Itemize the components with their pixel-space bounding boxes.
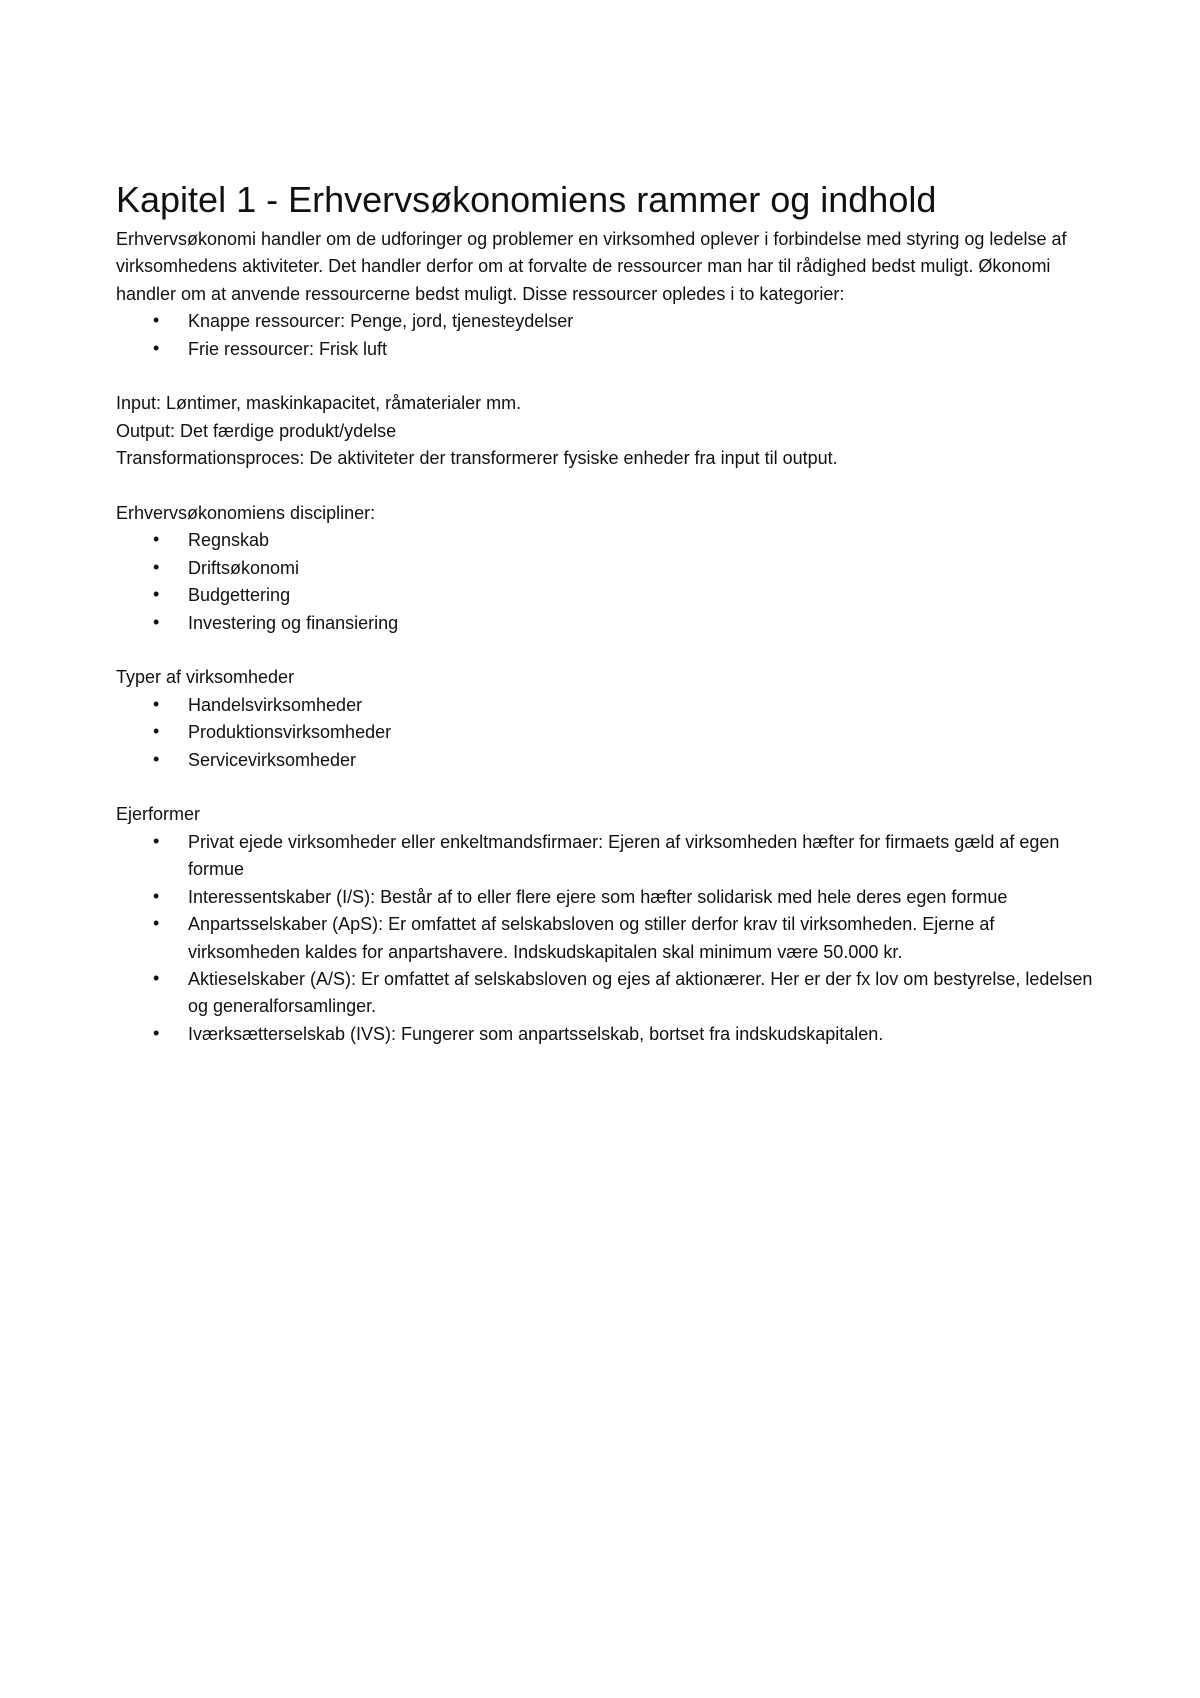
ownership-heading: Ejerformer <box>116 804 201 825</box>
output-line: Output: Det færdige produkt/ydelse <box>116 420 397 441</box>
disciplines-list <box>116 527 1096 637</box>
document-body <box>116 178 1096 1048</box>
list-item: • Servicevirksomheder <box>153 748 357 770</box>
bullet-icon: • <box>153 830 160 851</box>
bullet-icon: • <box>153 748 160 769</box>
ownership-list <box>116 829 1096 1048</box>
bullet-icon: • <box>153 721 160 742</box>
list-item: • Privat ejede virksomheder eller enkeltmandsfirmaer: Ejeren af virksomheden hæfter for firmaets gæld af egen formue <box>153 830 1060 880</box>
transformation-line: Transformationsproces: De aktiviteter der transformerer fysiske enheder fra input til output. <box>116 448 838 469</box>
bullet-icon: • <box>153 1022 160 1043</box>
bullet-icon: • <box>153 913 160 934</box>
disciplines-heading: Erhvervsøkonomiens discipliner: <box>116 503 376 524</box>
bullet-icon: • <box>153 584 160 605</box>
spacer <box>116 363 1096 390</box>
bullet-icon: • <box>153 337 160 358</box>
list-item: • Handelsvirksomheder <box>153 693 363 715</box>
list-item: • Investering og finansiering <box>153 611 399 633</box>
list-item: • Aktieselskaber (A/S): Er omfattet af selskabsloven og ejes af aktionærer. Her er der fx lov om bestyrelse, ledelsen og generalforsamlinger. <box>153 967 1093 1017</box>
list-item: • Regnskab <box>153 529 270 551</box>
types-list <box>116 692 1096 774</box>
bullet-icon: • <box>153 693 160 714</box>
bullet-icon: • <box>153 529 160 550</box>
list-item: • Driftsøkonomi <box>153 556 300 578</box>
intro-paragraph: Erhvervsøkonomi handler om de udforinger og problemer en virksomhed oplever i forbindelse med styring og ledelse af virksomhedens aktiviteter. Det handler derfor om at forvalte de ressourcer man har til rådighed bedst muligt. Økonomi handler om at anvende ressourcerne bedst muligt. Disse ressourcer opledes i to kategorier: <box>116 229 1067 304</box>
list-item: • Budgettering <box>153 584 291 606</box>
list-item: • Knappe ressourcer: Penge, jord, tjenesteydelser <box>153 310 574 332</box>
types-heading: Typer af virksomheder <box>116 667 295 688</box>
list-item: • Anpartsselskaber (ApS): Er omfattet af selskabsloven og stiller derfor krav til virksomheden. Ejerne af virksomheden kaldes for anpartshavere. Indskudskapitalen skal minimum være 50.000 kr. <box>153 913 995 962</box>
spacer <box>116 637 1096 664</box>
bullet-icon: • <box>153 611 160 632</box>
resource-list <box>116 308 1096 363</box>
bullet-icon: • <box>153 310 160 331</box>
list-item: • Frie ressourcer: Frisk luft <box>153 337 388 359</box>
spacer <box>116 473 1096 500</box>
bullet-icon: • <box>153 556 160 577</box>
spacer <box>116 774 1096 801</box>
bullet-icon: • <box>153 885 160 906</box>
input-line: Input: Løntimer, maskinkapacitet, råmaterialer mm. <box>116 393 522 414</box>
bullet-icon: • <box>153 967 160 988</box>
list-item: • Interessentskaber (I/S): Består af to eller flere ejere som hæfter solidarisk med hele deres egen formue <box>153 885 1008 907</box>
list-item: • Iværksætterselskab (IVS): Fungerer som anpartsselskab, bortset fra indskudskapitalen. <box>153 1022 884 1044</box>
chapter-title: Kapitel 1 - Erhvervsøkonomiens rammer og indhold <box>116 179 937 220</box>
list-item: • Produktionsvirksomheder <box>153 721 392 743</box>
